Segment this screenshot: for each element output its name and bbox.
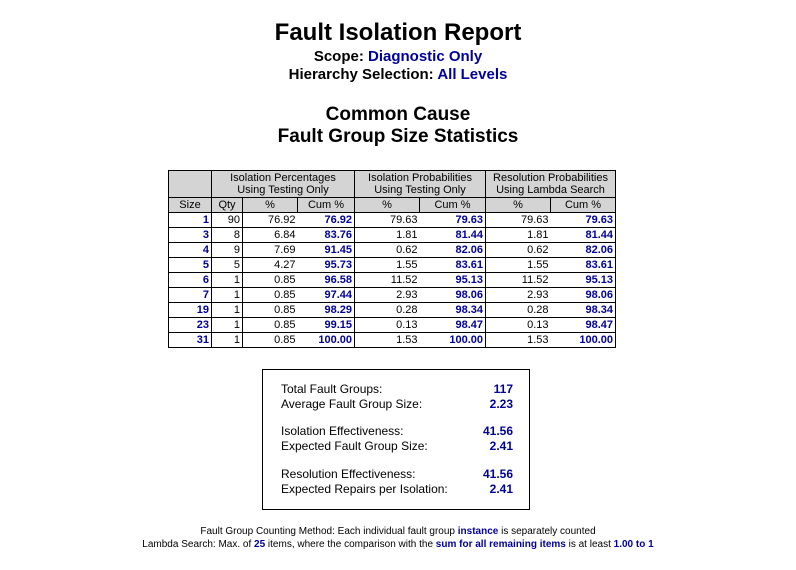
row-res-pct: 1.53 bbox=[486, 333, 551, 348]
col-qty: Qty bbox=[212, 198, 243, 213]
table-row bbox=[169, 303, 616, 318]
row-isoprob-cum: 98.34 bbox=[420, 303, 486, 318]
table-row bbox=[169, 243, 616, 258]
summary-label: Isolation Effectiveness: bbox=[281, 424, 404, 438]
row-size: 19 bbox=[169, 303, 212, 318]
footer-lambda-search bbox=[0, 538, 796, 551]
table-column-header-row bbox=[169, 198, 616, 213]
row-res-pct: 79.63 bbox=[486, 213, 551, 228]
row-size: 7 bbox=[169, 288, 212, 303]
isolation-probabilities-header bbox=[355, 171, 486, 198]
row-size: 31 bbox=[169, 333, 212, 348]
row-res-cum: 79.63 bbox=[551, 213, 616, 228]
row-res-cum: 83.61 bbox=[551, 258, 616, 273]
summary-value: 2.41 bbox=[489, 439, 513, 453]
row-iso-pct: 0.85 bbox=[243, 318, 298, 333]
footer-text: is separately counted bbox=[498, 526, 596, 537]
row-isoprob-cum: 98.47 bbox=[420, 318, 486, 333]
row-iso-pct: 0.85 bbox=[243, 303, 298, 318]
summary-label: Expected Fault Group Size: bbox=[281, 439, 428, 453]
footer-text: Lambda Search: Max. of bbox=[142, 539, 255, 550]
row-qty: 1 bbox=[212, 303, 243, 318]
summary-value: 2.41 bbox=[489, 482, 513, 496]
row-iso-pct: 7.69 bbox=[243, 243, 298, 258]
row-iso-pct: 6.84 bbox=[243, 228, 298, 243]
table-row bbox=[169, 213, 616, 228]
row-iso-pct: 4.27 bbox=[243, 258, 298, 273]
scope-label: Scope: bbox=[313, 48, 364, 65]
row-iso-cum: 91.45 bbox=[298, 243, 355, 258]
resolution-probabilities-header bbox=[486, 171, 616, 198]
col-iso-pct: % bbox=[243, 198, 298, 213]
row-res-cum: 82.06 bbox=[551, 243, 616, 258]
summary-box bbox=[262, 369, 530, 510]
size-header-blank bbox=[169, 171, 212, 198]
row-qty: 5 bbox=[212, 258, 243, 273]
row-isoprob-pct: 1.53 bbox=[355, 333, 420, 348]
row-res-pct: 2.93 bbox=[486, 288, 551, 303]
table-body bbox=[169, 213, 616, 348]
row-isoprob-pct: 2.93 bbox=[355, 288, 420, 303]
row-size: 4 bbox=[169, 243, 212, 258]
row-isoprob-pct: 11.52 bbox=[355, 273, 420, 288]
footer-text: items, where the comparison with the bbox=[265, 539, 436, 550]
col-res-pct: % bbox=[486, 198, 551, 213]
row-size: 1 bbox=[169, 213, 212, 228]
row-isoprob-cum: 98.06 bbox=[420, 288, 486, 303]
row-qty: 90 bbox=[212, 213, 243, 228]
row-res-cum: 98.06 bbox=[551, 288, 616, 303]
row-size: 23 bbox=[169, 318, 212, 333]
row-res-cum: 81.44 bbox=[551, 228, 616, 243]
section-heading-1: Common Cause bbox=[325, 104, 471, 125]
footer-text: is at least bbox=[565, 539, 614, 550]
table-group-header-row bbox=[169, 171, 616, 198]
hierarchy-value: All Levels bbox=[437, 66, 508, 83]
row-qty: 1 bbox=[212, 333, 243, 348]
col-iso-cum: Cum % bbox=[298, 198, 355, 213]
row-res-cum: 100.00 bbox=[551, 333, 616, 348]
footer-highlight: instance bbox=[457, 526, 499, 537]
row-iso-pct: 0.85 bbox=[243, 273, 298, 288]
row-qty: 8 bbox=[212, 228, 243, 243]
row-iso-cum: 97.44 bbox=[298, 288, 355, 303]
row-isoprob-cum: 79.63 bbox=[420, 213, 486, 228]
row-res-pct: 11.52 bbox=[486, 273, 551, 288]
section-heading-2: Fault Group Size Statistics bbox=[277, 126, 519, 147]
row-size: 6 bbox=[169, 273, 212, 288]
row-isoprob-pct: 79.63 bbox=[355, 213, 420, 228]
row-res-pct: 1.55 bbox=[486, 258, 551, 273]
summary-value: 117 bbox=[493, 382, 513, 396]
row-qty: 1 bbox=[212, 288, 243, 303]
table-row bbox=[169, 258, 616, 273]
row-iso-pct: 0.85 bbox=[243, 288, 298, 303]
row-res-cum: 98.34 bbox=[551, 303, 616, 318]
col-isoprob-cum: Cum % bbox=[420, 198, 486, 213]
summary-label: Resolution Effectiveness: bbox=[281, 467, 416, 481]
scope-line bbox=[0, 48, 796, 66]
row-qty: 1 bbox=[212, 318, 243, 333]
row-iso-cum: 83.76 bbox=[298, 228, 355, 243]
row-isoprob-cum: 95.13 bbox=[420, 273, 486, 288]
row-iso-pct: 0.85 bbox=[243, 333, 298, 348]
row-iso-pct: 76.92 bbox=[243, 213, 298, 228]
report-title: Fault Isolation Report bbox=[274, 19, 522, 46]
hierarchy-line bbox=[0, 66, 796, 84]
table-row bbox=[169, 273, 616, 288]
footer-highlight: 1.00 to 1 bbox=[613, 539, 654, 550]
footer-highlight: sum for all remaining items bbox=[435, 539, 566, 550]
row-size: 5 bbox=[169, 258, 212, 273]
header-line: Using Testing Only bbox=[237, 184, 329, 196]
row-isoprob-cum: 82.06 bbox=[420, 243, 486, 258]
row-isoprob-pct: 0.13 bbox=[355, 318, 420, 333]
row-iso-cum: 96.58 bbox=[298, 273, 355, 288]
row-res-pct: 0.28 bbox=[486, 303, 551, 318]
row-isoprob-cum: 81.44 bbox=[420, 228, 486, 243]
footer-text: Fault Group Counting Method: Each individual fault group bbox=[200, 526, 458, 537]
footer-highlight: 25 bbox=[254, 539, 266, 550]
row-isoprob-cum: 83.61 bbox=[420, 258, 486, 273]
row-res-pct: 1.81 bbox=[486, 228, 551, 243]
summary-value: 41.56 bbox=[482, 467, 513, 481]
table-row bbox=[169, 333, 616, 348]
col-isoprob-pct: % bbox=[355, 198, 420, 213]
row-isoprob-pct: 1.55 bbox=[355, 258, 420, 273]
row-res-cum: 95.13 bbox=[551, 273, 616, 288]
row-isoprob-pct: 0.62 bbox=[355, 243, 420, 258]
row-res-pct: 0.62 bbox=[486, 243, 551, 258]
row-isoprob-cum: 100.00 bbox=[420, 333, 486, 348]
row-qty: 9 bbox=[212, 243, 243, 258]
row-size: 3 bbox=[169, 228, 212, 243]
table-row bbox=[169, 288, 616, 303]
row-iso-cum: 76.92 bbox=[298, 213, 355, 228]
table-row bbox=[169, 318, 616, 333]
header-line: Using Testing Only bbox=[374, 184, 466, 196]
header-line: Using Lambda Search bbox=[496, 184, 605, 196]
row-qty: 1 bbox=[212, 273, 243, 288]
col-size: Size bbox=[169, 198, 212, 213]
row-isoprob-pct: 1.81 bbox=[355, 228, 420, 243]
header-line: Resolution Probabilities bbox=[493, 172, 608, 184]
summary-label: Expected Repairs per Isolation: bbox=[281, 482, 448, 496]
row-iso-cum: 98.29 bbox=[298, 303, 355, 318]
col-res-cum: Cum % bbox=[551, 198, 616, 213]
isolation-percentages-header bbox=[212, 171, 355, 198]
summary-label: Total Fault Groups: bbox=[281, 382, 383, 396]
header-line: Isolation Probabilities bbox=[368, 172, 472, 184]
summary-label: Average Fault Group Size: bbox=[281, 397, 423, 411]
header-line: Isolation Percentages bbox=[230, 172, 336, 184]
summary-value: 2.23 bbox=[489, 397, 513, 411]
row-iso-cum: 99.15 bbox=[298, 318, 355, 333]
footer-counting-method bbox=[0, 525, 796, 538]
row-iso-cum: 100.00 bbox=[298, 333, 355, 348]
table-row bbox=[169, 228, 616, 243]
row-isoprob-pct: 0.28 bbox=[355, 303, 420, 318]
row-res-cum: 98.47 bbox=[551, 318, 616, 333]
row-res-pct: 0.13 bbox=[486, 318, 551, 333]
summary-value: 41.56 bbox=[482, 424, 513, 438]
row-iso-cum: 95.73 bbox=[298, 258, 355, 273]
hierarchy-label: Hierarchy Selection: bbox=[288, 66, 434, 83]
scope-value: Diagnostic Only bbox=[368, 48, 483, 65]
fault-group-size-table bbox=[168, 170, 616, 348]
